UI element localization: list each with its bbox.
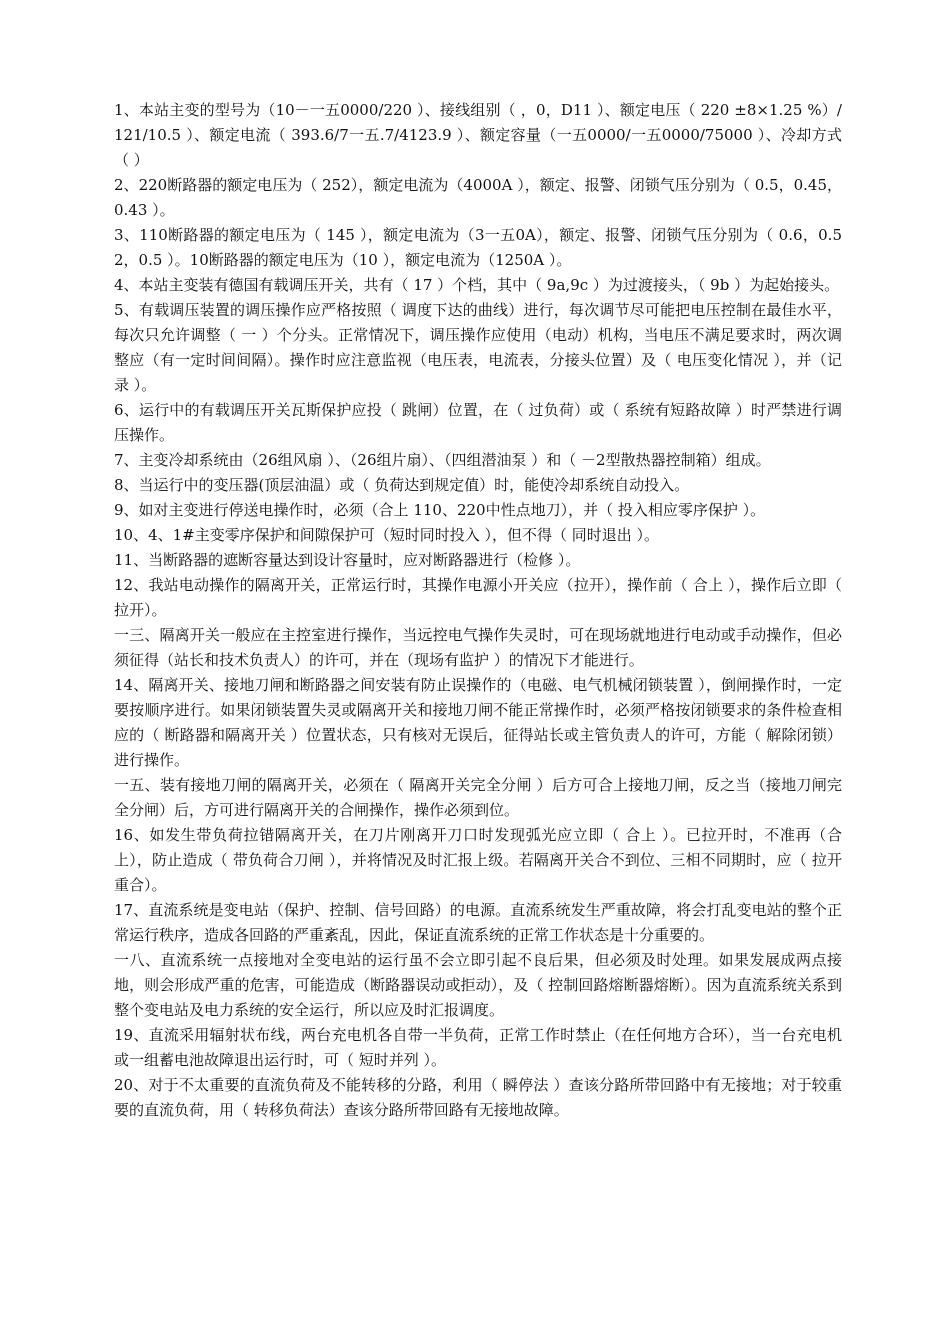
document-body	[114, 98, 842, 1123]
question-item-2: 2、220断路器的额定电压为（ 252），额定电流为（4000A ），额定、报警、闭锁气压分别为（ 0.5，0.45，0.43 ）。	[114, 176, 842, 219]
question-item-17: 17、直流系统是变电站（保护、控制、信号回路）的电源。直流系统发生严重故障，将会打乱变电站的整个正常运行秩序，造成各回路的严重紊乱，因此，保证直流系统的正常工作状态是十分重要的。	[114, 901, 842, 944]
question-item-20: 20、对于不太重要的直流负荷及不能转移的分路，利用（ 瞬停法 ）查该分路所带回路中有无接地；对于较重要的直流负荷，用（ 转移负荷法）查该分路所带回路有无接地故障。	[114, 1076, 842, 1119]
question-item-4: 4、本站主变装有德国有载调压开关，共有（ 17 ）个档，其中（ 9a,9c ）为过渡接头，（ 9b ）为起始接头。	[114, 276, 840, 294]
question-item-13: 一三、隔离开关一般应在主控室进行操作，当远控电气操作失灵时，可在现场就地进行电动或手动操作，但必须征得（站长和技术负责人）的许可，并在（现场有监护 ）的情况下才能进行。	[114, 626, 842, 669]
question-item-1: 1、本站主变的型号为（10－一五0000/220 ）、接线组别（ ，0，D11 ）、额定电压（ 220 ±8×1.25 %）/121/10.5 ）、额定电流（ 393.6/7一五.7/4123.9 ）、额定容量（一五0000/一五0000/75000 ）、冷却方式（ ）	[114, 101, 842, 169]
question-item-11: 11、当断路器的遮断容量达到设计容量时，应对断路器进行（检修 ）。	[114, 551, 581, 569]
question-item-8: 8、当运行中的变压器(顶层油温）或（ 负荷达到规定值）时，能使冷却系统自动投入。	[114, 476, 690, 494]
question-item-6: 6、运行中的有载调压开关瓦斯保护应投（ 跳闸）位置，在（ 过负荷）或（ 系统有短路故障 ）时严禁进行调压操作。	[114, 401, 842, 444]
question-item-16: 16、如发生带负荷拉错隔离开关，在刀片刚离开刀口时发现弧光应立即（ 合上 ）。已拉开时，不准再（合上），防止造成（ 带负荷合刀闸 ），并将情况及时汇报上级。若隔离开关合不到位、三相不同期时，应（ 拉开重合）。	[114, 826, 842, 894]
question-item-9: 9、如对主变进行停送电操作时，必须（合上 110、220中性点地刀），并（ 投入相应零序保护 ）。	[114, 501, 766, 519]
question-item-19: 19、直流采用辐射状布线，两台充电机各自带一半负荷，正常工作时禁止（在任何地方合环），当一台充电机或一组蓄电池故障退出运行时，可（ 短时并列 ）。	[114, 1026, 842, 1069]
question-item-18: 一八、直流系统一点接地对全变电站的运行虽不会立即引起不良后果，但必须及时处理。如果发展成两点接地，则会形成严重的危害，可能造成（断路器误动或拒动），及（ 控制回路熔断器熔断）。因为直流系统关系到整个变电站及电力系统的安全运行，所以应及时汇报调度。	[114, 951, 842, 1019]
question-item-5: 5、有载调压装置的调压操作应严格按照（ 调度下达的曲线）进行，每次调节尽可能把电压控制在最佳水平，每次只允许调整（ 一 ）个分头。正常情况下，调压操作应使用（电动）机构，当电压不满足要求时，两次调整应（有一定时间间隔）。操作时应注意监视（电压表，电流表，分接头位置）及（ 电压变化情况 ），并（记录 ）。	[114, 301, 842, 394]
question-item-3: 3、110断路器的额定电压为（ 145 ），额定电流为（3一五0A），额定、报警、闭锁气压分别为（ 0.6，0.52，0.5 ）。10断路器的额定电压为（10 ），额定电流为（1250A ）。	[114, 226, 842, 269]
question-item-12: 12、我站电动操作的隔离开关，正常运行时，其操作电源小开关应（拉开），操作前（ 合上 ），操作后立即（ 拉开）。	[114, 576, 842, 619]
question-item-15: 一五、装有接地刀闸的隔离开关，必须在（ 隔离开关完全分闸 ）后方可合上接地刀闸，反之当（接地刀闸完全分闸）后，方可进行隔离开关的合闸操作，操作必须到位。	[114, 776, 842, 819]
question-item-7: 7、主变冷却系统由（26组风扇 ）、（26组片扇）、（四组潜油泵 ）和（ －2型散热器控制箱）组成。	[114, 451, 771, 469]
question-item-10: 10、4、1#主变零序保护和间隙保护可（短时同时投入 ），但不得（ 同时退出 ）。	[114, 526, 660, 544]
question-item-14: 14、隔离开关、接地刀闸和断路器之间安装有防止误操作的（电磁、电气机械闭锁装置 ），倒闸操作时，一定要按顺序进行。如果闭锁装置失灵或隔离开关和接地刀闸不能正常操作时，必须严格按闭锁要求的条件检查相应的（ 断路器和隔离开关 ）位置状态，只有核对无误后，征得站长或主管负责人的许可，方能（ 解除闭锁）进行操作。	[114, 676, 842, 769]
